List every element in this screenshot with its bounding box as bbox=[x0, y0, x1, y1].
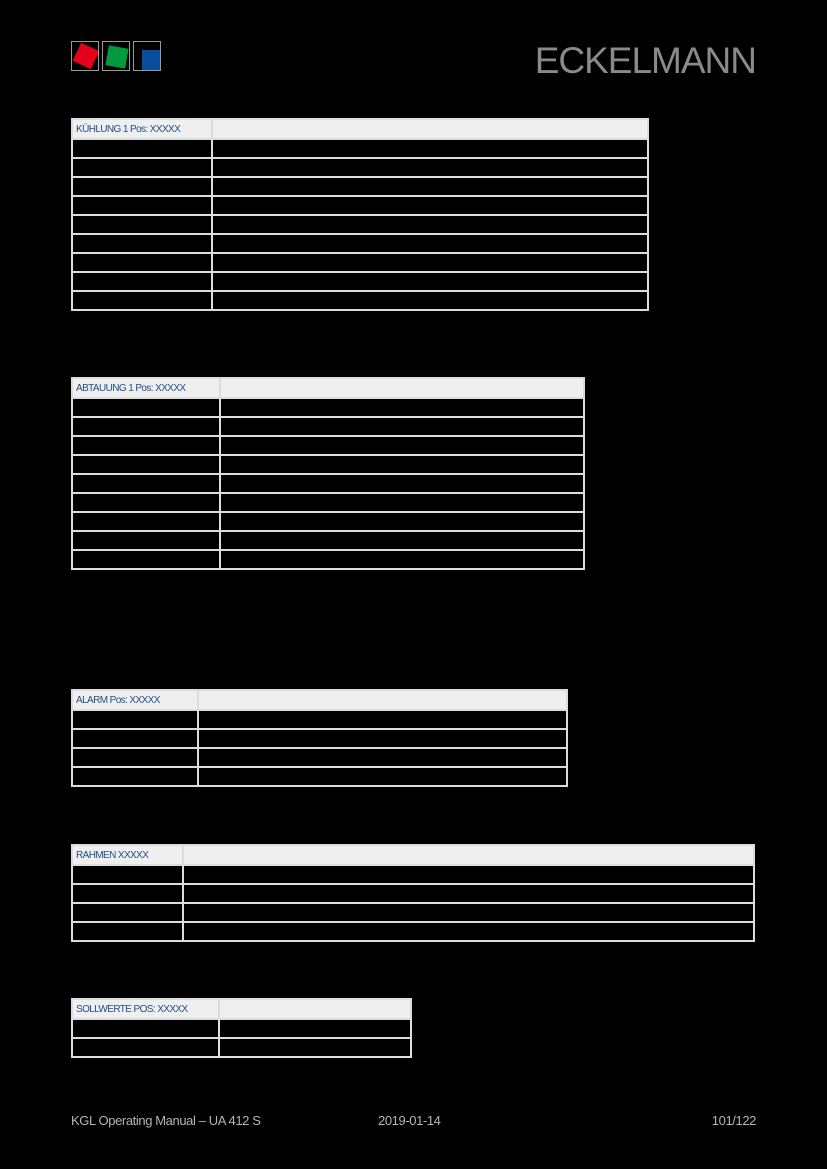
table-header-cell bbox=[219, 999, 411, 1019]
green-square-icon bbox=[105, 45, 128, 68]
table-row bbox=[72, 474, 584, 493]
table-title: ALARM Pos: XXXXX bbox=[72, 690, 198, 710]
table-row bbox=[72, 710, 567, 729]
table-row bbox=[72, 748, 567, 767]
table-row bbox=[72, 1019, 411, 1038]
logo-red-box bbox=[71, 41, 99, 71]
table-row bbox=[72, 455, 584, 474]
table-row bbox=[72, 903, 754, 922]
table-row bbox=[72, 865, 754, 884]
table-row bbox=[72, 398, 584, 417]
kuehlung-table bbox=[71, 118, 649, 311]
table-row bbox=[72, 215, 648, 234]
table-row bbox=[72, 884, 754, 903]
brand-wordmark: ECKELMANN bbox=[534, 40, 756, 81]
table-row bbox=[72, 158, 648, 177]
table-row bbox=[72, 493, 584, 512]
table-header-cell bbox=[212, 119, 648, 139]
table-row bbox=[72, 417, 584, 436]
logo-green-box bbox=[102, 41, 130, 71]
table-row bbox=[72, 234, 648, 253]
table-row bbox=[72, 253, 648, 272]
table-header-cell bbox=[198, 690, 567, 710]
table-row bbox=[72, 177, 648, 196]
table-title: KÜHLUNG 1 Pos: XXXXX bbox=[72, 119, 212, 139]
table-row bbox=[72, 291, 648, 310]
table-row bbox=[72, 550, 584, 569]
table-row bbox=[72, 512, 584, 531]
eckelmann-logo-icon bbox=[71, 41, 162, 73]
rahmen-table bbox=[71, 844, 755, 942]
logo-blue-box bbox=[133, 41, 161, 71]
footer-date: 2019-01-14 bbox=[378, 1113, 441, 1128]
table-row bbox=[72, 139, 648, 158]
table-title: RAHMEN XXXXX bbox=[72, 845, 183, 865]
abtauung-table bbox=[71, 377, 585, 570]
blue-square-icon bbox=[142, 50, 161, 71]
table-header-cell bbox=[183, 845, 754, 865]
table-title: SOLLWERTE POS: XXXXX bbox=[72, 999, 219, 1019]
table-header-cell bbox=[220, 378, 584, 398]
table-row bbox=[72, 1038, 411, 1057]
table-row bbox=[72, 922, 754, 941]
table-title: ABTAUUNG 1 Pos: XXXXX bbox=[72, 378, 220, 398]
table-row bbox=[72, 531, 584, 550]
table-row bbox=[72, 196, 648, 215]
footer-page-number: 101/122 bbox=[711, 1113, 756, 1128]
table-row bbox=[72, 272, 648, 291]
red-square-icon bbox=[73, 43, 99, 70]
table-row bbox=[72, 767, 567, 786]
sollwerte-table bbox=[71, 998, 412, 1058]
footer-doc-title: KGL Operating Manual – UA 412 S bbox=[71, 1113, 261, 1128]
table-row bbox=[72, 436, 584, 455]
table-row bbox=[72, 729, 567, 748]
alarm-table bbox=[71, 689, 568, 787]
